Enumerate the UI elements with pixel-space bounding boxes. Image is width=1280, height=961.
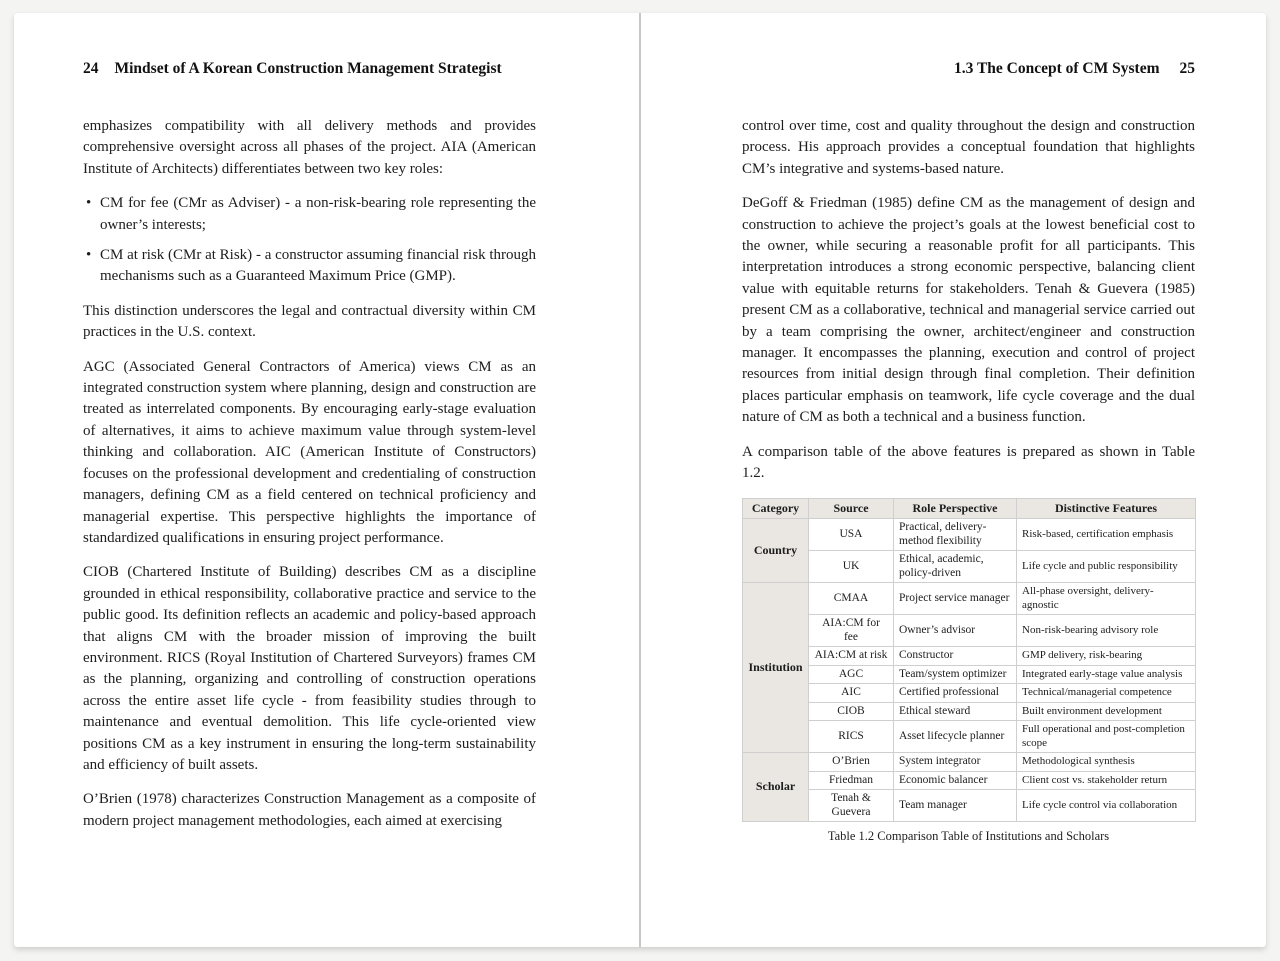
table-row — [743, 665, 1196, 684]
table-category-cell: Country — [743, 519, 809, 583]
table-cell: USA — [809, 519, 894, 551]
table-row — [743, 647, 1196, 666]
table-cell: Project service manager — [894, 583, 1017, 615]
book-spread — [14, 13, 1266, 947]
table-row — [743, 702, 1196, 721]
table-header-cell: Source — [809, 498, 894, 519]
table-cell: Integrated early-stage value analysis — [1017, 665, 1196, 684]
table-cell: Non-risk-bearing advisory role — [1017, 615, 1196, 647]
paragraph: DeGoff & Friedman (1985) define CM as the management of design and construction to achieve the project’s goals at the lowest beneficial cost to the owner, while securing a reasonable profit for all participants. This interpretation introduces a strong economic perspective, balancing client value with equitable returns for stakeholders. Tenah & Guevera (1985) present CM as a collaborative, technical and managerial service carried out by a team comprising the owner, architect/engineer and construction manager. It encompasses the planning, execution and control of project resources from initial design through final completion. Their definition places particular emphasis on teamwork, life cycle coverage and the dual nature of CM as both a technical and a business function. — [742, 195, 1195, 426]
table-cell: Risk-based, certification emphasis — [1017, 519, 1196, 551]
table-header-cell: Distinctive Features — [1017, 498, 1196, 519]
bullet-item — [83, 245, 536, 288]
table-cell: Asset lifecycle planner — [894, 721, 1017, 753]
bullet-marker-icon: • — [86, 247, 92, 264]
paragraph: This distinction underscores the legal and contractual diversity within CM practices in the U.S. context. — [83, 302, 536, 341]
right-running-title: 1.3 The Concept of CM System — [953, 60, 1160, 77]
bullet-list — [83, 193, 536, 288]
table-cell: Tenah & Guevera — [809, 790, 894, 822]
table-cell: UK — [809, 551, 894, 583]
table-header-cell: Category — [743, 498, 809, 519]
table-cell: GMP delivery, risk-bearing — [1017, 647, 1196, 666]
bullet-marker-icon: • — [86, 195, 92, 212]
comparison-table — [742, 498, 1196, 823]
right-running-head — [742, 60, 1195, 78]
table-cell: AIA:CM for fee — [809, 615, 894, 647]
table-row — [743, 684, 1196, 703]
left-running-title: Mindset of A Korean Construction Management Strategist — [114, 60, 502, 77]
table-row — [743, 551, 1196, 583]
paragraph: control over time, cost and quality throughout the design and construction process. His approach provides a conceptual foundation that highlights CM’s integrative and systems-based nature. — [742, 118, 1195, 177]
left-page-number: 24 — [83, 60, 99, 77]
table-row — [743, 615, 1196, 647]
table-cell: AGC — [809, 665, 894, 684]
right-page — [742, 60, 1195, 844]
table-category-cell: Institution — [743, 583, 809, 753]
left-running-head — [83, 60, 536, 78]
bullet-item — [83, 193, 536, 236]
paragraph: AGC (Associated General Contractors of America) views CM as an integrated construction system where planning, design and construction are treated as interrelated components. By encouraging early-stage evaluation of alternatives, it aims to achieve maximum value through system-level thinking and collaboration. AIC (American Institute of Constructors) focuses on the professional development and credentialing of construction managers, defining CM as a field centered on technical proficiency and managerial expertise. This perspective highlights the importance of standardized qualifications in ensuring project performance. — [83, 358, 536, 546]
table-cell: Ethical steward — [894, 702, 1017, 721]
paragraph: CIOB (Chartered Institute of Building) describes CM as a discipline grounded in ethical responsibility, collaborative practice and service to the public good. Its definition reflects an academic and policy-based approach that aligns CM with the broader mission of improving the built environment. RICS (Royal Institution of Chartered Surveyors) frames CM as the planning, organizing and controlling of construction operations across the entire asset life cycle - from feasibility studies through to maintenance and eventual demolition. This life cycle-oriented view positions CM as a key instrument in ensuring the long-term sustainability and efficiency of built assets. — [83, 564, 536, 773]
table-cell: Friedman — [809, 771, 894, 790]
table-cell: O’Brien — [809, 753, 894, 772]
table-row — [743, 771, 1196, 790]
paragraph: emphasizes compatibility with all delivery methods and provides comprehensive oversight across all phases of the project. AIA (American Institute of Architects) differentiates between two key roles: — [83, 118, 536, 177]
right-page-body — [742, 116, 1195, 485]
page-divider — [639, 13, 641, 947]
left-page-body — [83, 116, 536, 832]
table-cell: Life cycle control via collaboration — [1017, 790, 1196, 822]
table-cell: Owner’s advisor — [894, 615, 1017, 647]
table-cell: CMAA — [809, 583, 894, 615]
table-cell: Team manager — [894, 790, 1017, 822]
table-cell: Client cost vs. stakeholder return — [1017, 771, 1196, 790]
table-row — [743, 583, 1196, 615]
comparison-table-area — [742, 498, 1195, 823]
table-cell: Ethical, academic, policy-driven — [894, 551, 1017, 583]
table-row — [743, 721, 1196, 753]
table-cell: Full operational and post-completion scope — [1017, 721, 1196, 753]
table-cell: Technical/managerial competence — [1017, 684, 1196, 703]
table-cell: Economic balancer — [894, 771, 1017, 790]
table-row — [743, 753, 1196, 772]
table-cell: CIOB — [809, 702, 894, 721]
table-cell: System integrator — [894, 753, 1017, 772]
table-cell: All-phase oversight, delivery-agnostic — [1017, 583, 1196, 615]
table-cell: AIA:CM at risk — [809, 647, 894, 666]
table-row — [743, 519, 1196, 551]
table-header-cell: Role Perspective — [894, 498, 1017, 519]
bullet-text: CM for fee (CMr as Adviser) - a non-risk-bearing role representing the owner’s interests; — [100, 195, 536, 233]
table-cell: Built environment development — [1017, 702, 1196, 721]
left-page — [83, 60, 536, 845]
table-cell: Certified professional — [894, 684, 1017, 703]
table-cell: Team/system optimizer — [894, 665, 1017, 684]
bullet-text: CM at risk (CMr at Risk) - a constructor assuming financial risk through mechanisms such as a Guaranteed Maximum Price (GMP). — [100, 247, 536, 285]
paragraph: O’Brien (1978) characterizes Construction Management as a composite of modern project management methodologies, each aimed at exercising — [83, 791, 536, 829]
table-header-row — [743, 498, 1196, 519]
table-category-cell: Scholar — [743, 753, 809, 822]
table-cell: Methodological synthesis — [1017, 753, 1196, 772]
table-cell: Life cycle and public responsibility — [1017, 551, 1196, 583]
table-caption: Table 1.2 Comparison Table of Institutions and Scholars — [827, 829, 1110, 843]
table-cell: Practical, delivery-method flexibility — [894, 519, 1017, 551]
paragraph: A comparison table of the above features is prepared as shown in Table 1.2. — [742, 443, 1195, 482]
table-row — [743, 790, 1196, 822]
table-cell: RICS — [809, 721, 894, 753]
right-page-number: 25 — [1179, 60, 1195, 77]
table-cell: Constructor — [894, 647, 1017, 666]
table-cell: AIC — [809, 684, 894, 703]
